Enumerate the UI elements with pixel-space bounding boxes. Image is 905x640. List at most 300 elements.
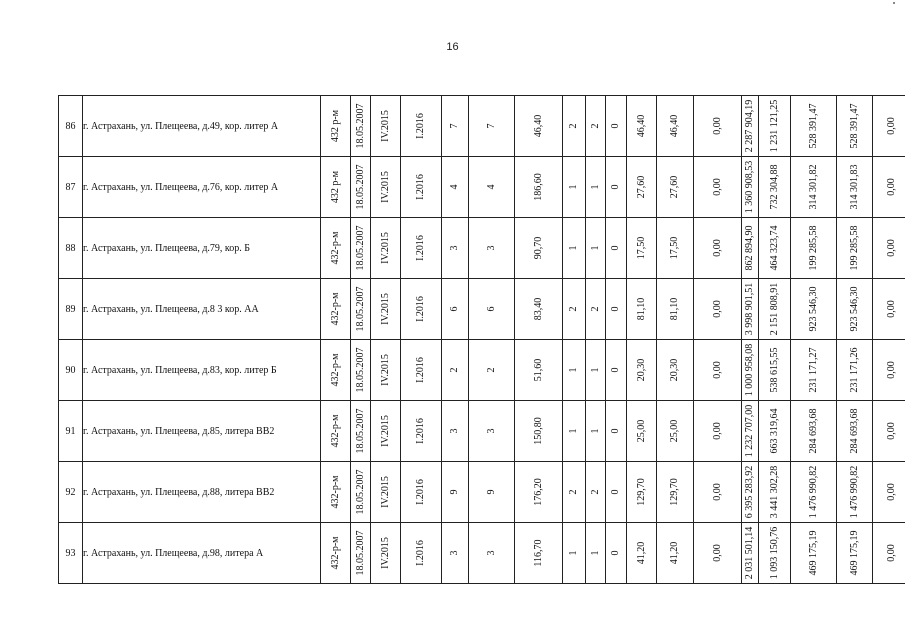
area-total-value: 51,60 [532,358,544,382]
document-number-value: 432-р-м [329,292,341,326]
amount-regional-value: 199 285,58 [807,225,819,271]
amount-total-cell [742,279,759,340]
amount-regional-value: 528 391,47 [807,103,819,149]
rooms-a-value: 1 [568,245,579,251]
area-total-value: 116,70 [532,539,544,567]
table-row [59,96,905,157]
area-total-cell [515,279,563,340]
address-cell: г. Астрахань, ул. Плещеева, д.98, литера А [83,523,321,584]
end-period-value: I.2016 [415,357,426,383]
amount-regional-b-value: 284 693,68 [848,408,860,454]
amount-total-value: 6 395 283,92 [744,465,755,519]
amount-total-value: 1 360 908,53 [744,160,755,214]
start-period-value: IV.2015 [379,171,391,203]
amount-regional-b-value: 923 546,30 [848,286,860,332]
amount-regional-b-cell [837,462,873,523]
rooms-b-value: 1 [589,245,601,251]
area-total-cell [515,96,563,157]
area-a-value: 25,00 [635,419,647,443]
start-period-cell [371,157,401,218]
rooms-a-cell [563,157,586,218]
amount-other-cell [873,218,905,279]
count-b-cell [469,401,515,462]
area-total-cell [515,157,563,218]
amount-regional-b-value: 199 285,58 [848,225,860,271]
amount-regional-b-cell [837,218,873,279]
amount-federal-cell [759,340,791,401]
area-a-cell [627,523,657,584]
count-a-value: 2 [449,367,460,373]
rooms-a-value: 1 [568,184,579,190]
amount-regional-b-value: 469 175,19 [848,530,860,576]
document-date-cell [351,96,371,157]
amount-regional-cell [791,523,837,584]
amount-other-value: 0,00 [886,239,897,257]
rooms-a-value: 1 [568,367,579,373]
document-number-cell [321,279,351,340]
rooms-c-value: 0 [610,367,621,373]
rooms-c-value: 0 [610,550,621,556]
end-period-value: I.2016 [415,418,426,444]
amount-zero-value: 0,00 [711,117,723,135]
count-b-value: 3 [485,428,497,434]
count-a-cell [442,340,469,401]
count-a-cell [442,218,469,279]
row-number: 86 [59,96,83,157]
amount-zero-cell [694,462,742,523]
rooms-a-cell [563,96,586,157]
document-number-cell [321,96,351,157]
amount-zero-value: 0,00 [711,483,723,501]
rooms-c-cell [606,96,627,157]
start-period-cell [371,340,401,401]
end-period-cell [401,462,442,523]
row-number: 91 [59,401,83,462]
area-b-value: 41,20 [669,541,680,565]
row-number: 89 [59,279,83,340]
document-date-value: 18.05.2007 [354,469,366,515]
rooms-c-value: 0 [610,428,621,434]
area-total-value: 150,80 [532,417,544,445]
start-period-cell [371,523,401,584]
count-b-value: 7 [485,123,497,129]
count-a-value: 9 [449,489,460,495]
amount-federal-value: 2 151 808,91 [768,282,780,336]
count-a-value: 6 [449,306,460,312]
address-cell: г. Астрахань, ул. Плещеева, д.49, кор. литер А [83,96,321,157]
amount-federal-cell [759,218,791,279]
rooms-b-cell [586,157,606,218]
amount-federal-cell [759,462,791,523]
start-period-value: IV.2015 [379,354,391,386]
area-a-cell [627,340,657,401]
address-cell: г. Астрахань, ул. Плещеева, д.85, литера ВВ2 [83,401,321,462]
table-row [59,462,905,523]
end-period-value: I.2016 [415,113,426,139]
amount-zero-cell [694,279,742,340]
document-number-value: 432-р-м [329,475,341,509]
document-date-cell [351,157,371,218]
count-b-cell [469,279,515,340]
rooms-a-value: 2 [568,489,579,495]
amount-regional-value: 284 693,68 [807,408,819,454]
rooms-a-cell [563,462,586,523]
rooms-b-value: 1 [589,367,601,373]
rooms-c-cell [606,523,627,584]
amount-total-cell [742,218,759,279]
amount-other-cell [873,401,905,462]
amount-zero-value: 0,00 [711,544,723,562]
start-period-value: IV.2015 [379,232,391,264]
count-b-cell [469,96,515,157]
end-period-value: I.2016 [415,540,426,566]
start-period-value: IV.2015 [379,293,391,325]
amount-total-cell [742,96,759,157]
rooms-a-cell [563,218,586,279]
amount-regional-b-value: 231 171,26 [848,347,860,393]
amount-other-value: 0,00 [886,361,897,379]
amount-regional-b-cell [837,401,873,462]
amount-total-value: 2 287 904,19 [744,99,755,153]
start-period-cell [371,462,401,523]
amount-total-cell [742,462,759,523]
amount-regional-b-value: 1 476 990,82 [848,465,860,519]
area-a-cell [627,279,657,340]
amount-regional-value: 1 476 990,82 [807,465,819,519]
amount-federal-value: 663 319,64 [768,408,780,454]
amount-federal-cell [759,523,791,584]
amount-regional-value: 231 171,27 [807,347,819,393]
area-total-value: 46,40 [532,114,544,138]
start-period-value: IV.2015 [379,415,391,447]
count-b-cell [469,462,515,523]
amount-other-cell [873,279,905,340]
start-period-cell [371,401,401,462]
area-a-value: 81,10 [635,297,647,321]
area-a-cell [627,462,657,523]
amount-federal-cell [759,401,791,462]
amount-zero-cell [694,157,742,218]
count-b-cell [469,523,515,584]
rooms-a-value: 1 [568,550,579,556]
area-a-cell [627,96,657,157]
amount-federal-cell [759,96,791,157]
rooms-b-value: 2 [589,489,601,495]
amount-zero-value: 0,00 [711,361,723,379]
amount-zero-value: 0,00 [711,239,723,257]
area-total-cell [515,340,563,401]
amount-total-cell [742,157,759,218]
area-total-value: 90,70 [532,236,544,260]
document-date-cell [351,462,371,523]
amount-other-value: 0,00 [886,544,897,562]
amount-federal-value: 1 231 121,25 [768,99,780,153]
document-number-value: 432-р-м [329,353,341,387]
rooms-b-value: 1 [589,550,601,556]
start-period-value: IV.2015 [379,110,391,142]
area-a-value: 20,30 [635,358,647,382]
count-a-value: 3 [449,428,460,434]
document-date-value: 18.05.2007 [354,408,366,454]
rooms-b-cell [586,523,606,584]
amount-federal-value: 732 304,88 [768,164,780,210]
rooms-c-value: 0 [610,489,621,495]
address-cell: г. Астрахань, ул. Плещеева, д.83, кор. литер Б [83,340,321,401]
count-a-cell [442,96,469,157]
amount-total-value: 2 031 501,14 [744,526,755,580]
table-row [59,279,905,340]
area-total-cell [515,401,563,462]
rooms-c-cell [606,401,627,462]
rooms-c-cell [606,157,627,218]
document-date-value: 18.05.2007 [354,530,366,576]
document-number-cell [321,218,351,279]
document-date-value: 18.05.2007 [354,286,366,332]
amount-federal-value: 1 093 150,76 [768,526,780,580]
area-b-value: 129,70 [669,478,680,506]
area-a-value: 41,20 [635,541,647,565]
area-total-value: 186,60 [532,173,544,201]
rooms-b-cell [586,279,606,340]
amount-regional-value: 923 546,30 [807,286,819,332]
rooms-c-cell [606,279,627,340]
count-b-value: 3 [485,245,497,251]
document-number-cell [321,523,351,584]
rooms-b-value: 1 [589,428,601,434]
table-row [59,340,905,401]
amount-total-cell [742,401,759,462]
row-number: 88 [59,218,83,279]
amount-regional-cell [791,462,837,523]
count-a-cell [442,523,469,584]
end-period-cell [401,157,442,218]
rooms-a-cell [563,401,586,462]
end-period-value: I.2016 [415,479,426,505]
document-number-cell [321,340,351,401]
document-date-cell [351,218,371,279]
area-b-cell [657,218,694,279]
amount-total-cell [742,523,759,584]
amount-federal-value: 464 323,74 [768,225,780,271]
table-row [59,401,905,462]
end-period-cell [401,523,442,584]
document-date-cell [351,279,371,340]
amount-total-value: 1 232 707,00 [744,404,755,458]
amount-regional-b-value: 314 301,83 [848,164,860,210]
table-row [59,218,905,279]
end-period-cell [401,340,442,401]
count-a-cell [442,279,469,340]
amount-total-value: 862 894,90 [744,225,755,271]
rooms-b-value: 2 [589,123,601,129]
scan-mark [893,2,895,4]
area-total-value: 176,20 [532,478,544,506]
table-row [59,523,905,584]
amount-regional-value: 314 301,82 [807,164,819,210]
amount-regional-cell [791,96,837,157]
start-period-cell [371,279,401,340]
area-b-cell [657,279,694,340]
area-b-value: 27,60 [669,175,680,199]
rooms-b-cell [586,462,606,523]
area-b-value: 81,10 [669,297,680,321]
rooms-c-value: 0 [610,123,621,129]
rooms-a-cell [563,523,586,584]
rooms-a-value: 2 [568,123,579,129]
register-table [58,95,905,584]
amount-regional-b-value: 528 391,47 [848,103,860,149]
count-b-value: 4 [485,184,497,190]
rooms-c-value: 0 [610,306,621,312]
amount-other-value: 0,00 [886,483,897,501]
start-period-value: IV.2015 [379,476,391,508]
table-body [59,96,905,584]
rooms-c-value: 0 [610,184,621,190]
document-date-value: 18.05.2007 [354,347,366,393]
end-period-cell [401,96,442,157]
amount-zero-value: 0,00 [711,422,723,440]
document-number-value: 432-р-м [329,536,341,570]
area-a-value: 129,70 [635,478,647,506]
table-row [59,157,905,218]
area-total-cell [515,218,563,279]
rooms-b-value: 1 [589,184,601,190]
document-number-value: 432 р-м [329,170,341,204]
area-total-value: 83,40 [532,297,544,321]
end-period-value: I.2016 [415,174,426,200]
rooms-a-value: 2 [568,306,579,312]
address-cell: г. Астрахань, ул. Плещеева, д.79, кор. Б [83,218,321,279]
amount-total-value: 3 998 901,51 [744,282,755,336]
count-a-value: 3 [449,550,460,556]
amount-other-cell [873,157,905,218]
document-date-cell [351,340,371,401]
rooms-b-cell [586,96,606,157]
area-b-cell [657,157,694,218]
count-b-value: 6 [485,306,497,312]
count-a-cell [442,462,469,523]
document-number-cell [321,401,351,462]
area-b-cell [657,462,694,523]
area-b-value: 46,40 [669,114,680,138]
amount-other-value: 0,00 [886,300,897,318]
count-a-value: 3 [449,245,460,251]
address-cell: г. Астрахань, ул. Плещеева, д.88, литера ВВ2 [83,462,321,523]
start-period-cell [371,96,401,157]
rooms-a-cell [563,340,586,401]
amount-other-cell [873,96,905,157]
count-b-value: 2 [485,367,497,373]
area-b-value: 25,00 [669,419,680,443]
area-b-value: 17,50 [669,236,680,260]
amount-federal-cell [759,279,791,340]
end-period-value: I.2016 [415,296,426,322]
area-a-cell [627,218,657,279]
count-a-cell [442,401,469,462]
area-total-cell [515,462,563,523]
document-number-value: 432-р-м [329,414,341,448]
amount-zero-value: 0,00 [711,300,723,318]
amount-other-value: 0,00 [886,422,897,440]
amount-regional-b-cell [837,340,873,401]
amount-zero-value: 0,00 [711,178,723,196]
rooms-b-cell [586,401,606,462]
address-cell: г. Астрахань, ул. Плещеева, д.76, кор. литер А [83,157,321,218]
document-number-cell [321,462,351,523]
rooms-a-cell [563,279,586,340]
amount-regional-value: 469 175,19 [807,530,819,576]
end-period-value: I.2016 [415,235,426,261]
area-b-cell [657,96,694,157]
area-total-cell [515,523,563,584]
amount-regional-b-cell [837,157,873,218]
amount-regional-cell [791,401,837,462]
count-b-cell [469,218,515,279]
amount-regional-b-cell [837,96,873,157]
document-date-value: 18.05.2007 [354,164,366,210]
document-number-value: 432 р-м [329,109,341,143]
rooms-b-value: 2 [589,306,601,312]
amount-regional-b-cell [837,523,873,584]
count-b-value: 3 [485,550,497,556]
row-number: 93 [59,523,83,584]
rooms-c-cell [606,218,627,279]
end-period-cell [401,218,442,279]
row-number: 87 [59,157,83,218]
amount-other-cell [873,462,905,523]
amount-zero-cell [694,401,742,462]
amount-regional-cell [791,218,837,279]
amount-zero-cell [694,96,742,157]
amount-zero-cell [694,340,742,401]
document-date-value: 18.05.2007 [354,225,366,271]
row-number: 90 [59,340,83,401]
amount-federal-value: 538 615,55 [768,347,780,393]
rooms-b-cell [586,218,606,279]
area-a-value: 27,60 [635,175,647,199]
amount-federal-cell [759,157,791,218]
amount-other-value: 0,00 [886,117,897,135]
end-period-cell [401,279,442,340]
amount-other-value: 0,00 [886,178,897,196]
rooms-c-cell [606,462,627,523]
area-b-cell [657,401,694,462]
amount-total-value: 1 000 958,08 [744,343,755,397]
area-a-cell [627,157,657,218]
address-cell: г. Астрахань, ул. Плещеева, д.8 3 кор. АА [83,279,321,340]
amount-regional-b-cell [837,279,873,340]
amount-regional-cell [791,157,837,218]
area-a-cell [627,401,657,462]
amount-total-cell [742,340,759,401]
count-b-cell [469,157,515,218]
amount-other-cell [873,340,905,401]
amount-federal-value: 3 441 302,28 [768,465,780,519]
document-date-cell [351,523,371,584]
area-a-value: 17,50 [635,236,647,260]
area-b-cell [657,523,694,584]
document-date-cell [351,401,371,462]
document-number-cell [321,157,351,218]
count-a-value: 7 [449,123,460,129]
amount-regional-cell [791,340,837,401]
area-b-cell [657,340,694,401]
area-a-value: 46,40 [635,114,647,138]
document-number-value: 432-р-м [329,231,341,265]
start-period-value: IV.2015 [379,537,391,569]
rooms-b-cell [586,340,606,401]
count-a-value: 4 [449,184,460,190]
